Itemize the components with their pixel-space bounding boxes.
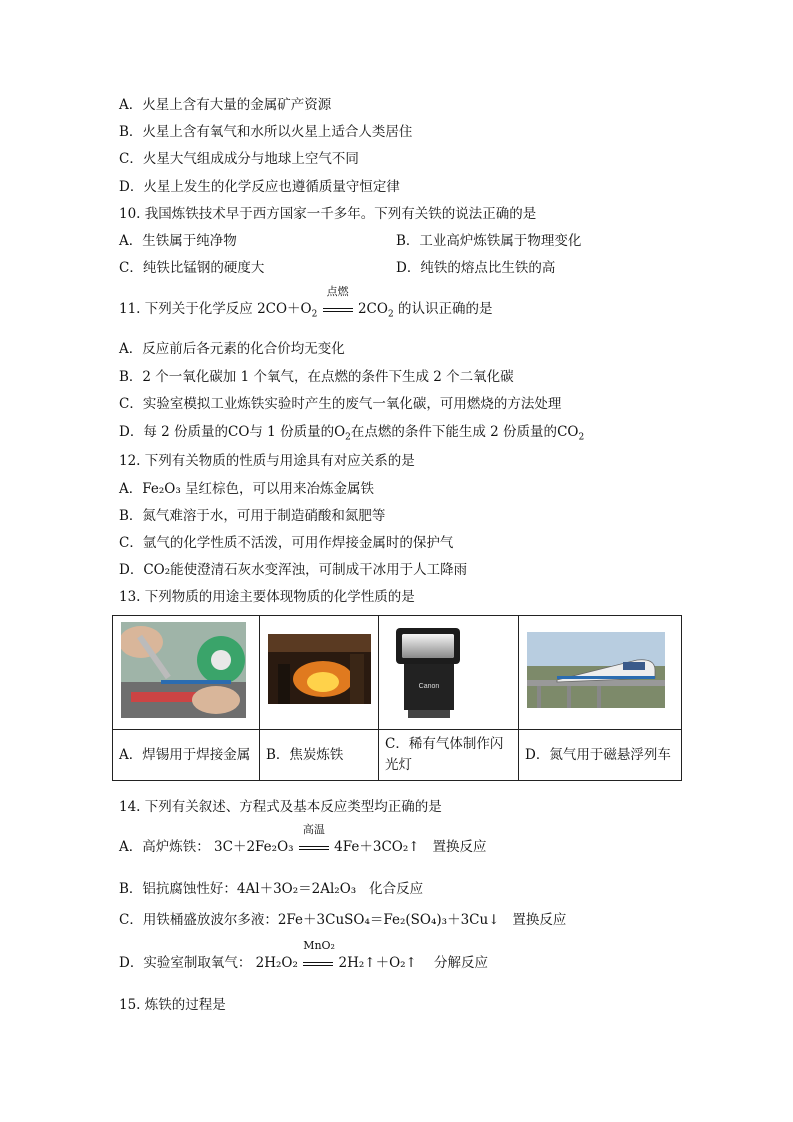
flash-photo xyxy=(388,626,470,720)
q15-stem: 15. 炼铁的过程是 xyxy=(119,997,226,1013)
q11-stem-post: 的认识正确的是 xyxy=(397,301,493,317)
q13-caption-a: A．焊锡用于焊接金属 xyxy=(113,730,260,781)
q11-equation-right: $2CO_2$ xyxy=(357,301,394,320)
flash-brand-label: Canon xyxy=(418,683,440,690)
q9-option-c: C．火星大气组成成分与地球上空气不同 xyxy=(119,151,359,167)
q13-stem: 13. 下列物质的用途主要体现物质的化学性质的是 xyxy=(119,589,415,605)
q9-option-a: A．火星上含有大量的金属矿产资源 xyxy=(119,97,332,113)
q14-option-c: C．用铁桶盛放波尔多液：2Fe＋3CuSO₄＝Fe₂(SO₄)₃＋3Cu↓ 置换反应 xyxy=(119,912,567,928)
q13-image-table xyxy=(112,615,682,781)
q13-caption-c: C．稀有气体制作闪光灯 xyxy=(379,730,519,781)
q13-image-d xyxy=(519,616,682,730)
q13-image-c xyxy=(379,616,519,730)
soldering-photo xyxy=(121,622,246,718)
q11-stem xyxy=(119,285,493,325)
q11-stem-pre: 11. 下列关于化学反应 xyxy=(119,301,253,317)
q14-stem: 14. 下列有关叙述、方程式及基本反应类型均正确的是 xyxy=(119,799,442,815)
q14-a-condition: 高温 xyxy=(299,837,329,857)
q11-option-a: A．反应前后各元素的化合价均无变化 xyxy=(119,341,345,357)
q11-equation-left: $2CO+O_2$ xyxy=(257,301,318,320)
q9-option-d: D．火星上发生的化学反应也遵循质量守恒定律 xyxy=(119,179,400,195)
q11-option-c: C．实验室模拟工业炼铁实验时产生的废气一氧化碳，可用燃烧的方法处理 xyxy=(119,396,562,412)
furnace-photo xyxy=(268,634,371,704)
q11-option-d: D．每 2 份质量的CO与 1 份质量的$O_2$在点燃的条件下能生成 2 份质量的$CO_2$ xyxy=(119,424,585,443)
q10-option-a: A．生铁属于纯净物 xyxy=(119,233,237,249)
maglev-photo xyxy=(527,632,665,708)
q10-stem: 10. 我国炼铁技术早于西方国家一千多年。下列有关铁的说法正确的是 xyxy=(119,206,537,222)
q13-image-a xyxy=(113,616,260,730)
q12-option-d: D．CO₂能使澄清石灰水变浑浊，可制成干冰用于人工降雨 xyxy=(119,562,468,578)
q10-option-c: C．纯铁比锰钢的硬度大 xyxy=(119,260,265,276)
q10-option-d: D．纯铁的熔点比生铁的高 xyxy=(396,260,556,276)
q12-option-a: A．Fe₂O₃ 呈红棕色，可以用来冶炼金属铁 xyxy=(119,481,375,497)
q14-d-condition: MnO₂ xyxy=(303,953,333,973)
q14-option-d: D．实验室制取氧气： 2H₂O₂ MnO₂ 2H₂↑＋O₂↑ 分解反应 xyxy=(119,939,489,971)
q14-option-b: B．铝抗腐蚀性好：4Al＋3O₂＝2Al₂O₃ 化合反应 xyxy=(119,881,424,897)
q13-image-b xyxy=(260,616,379,730)
q12-stem: 12. 下列有关物质的性质与用途具有对应关系的是 xyxy=(119,453,415,469)
q13-caption-b: B．焦炭炼铁 xyxy=(260,730,379,781)
q10-option-b: B．工业高炉炼铁属于物理变化 xyxy=(396,233,582,249)
q12-option-b: B．氮气难溶于水，可用于制造硝酸和氮肥等 xyxy=(119,508,386,524)
q11-equation-condition: 点燃 xyxy=(323,299,353,319)
q11-option-b: B．2 个一氧化碳加 1 个氧气，在点燃的条件下生成 2 个二氧化碳 xyxy=(119,369,514,385)
q14-option-a: A．高炉炼铁： 3C＋2Fe₂O₃ 高温 4Fe＋3CO₂↑ 置换反应 xyxy=(119,823,487,855)
q13-caption-d: D．氮气用于磁悬浮列车 xyxy=(519,730,682,781)
q9-option-b: B．火星上含有氧气和水所以火星上适合人类居住 xyxy=(119,124,413,140)
q12-option-c: C．氩气的化学性质不活泼，可用作焊接金属时的保护气 xyxy=(119,535,454,551)
